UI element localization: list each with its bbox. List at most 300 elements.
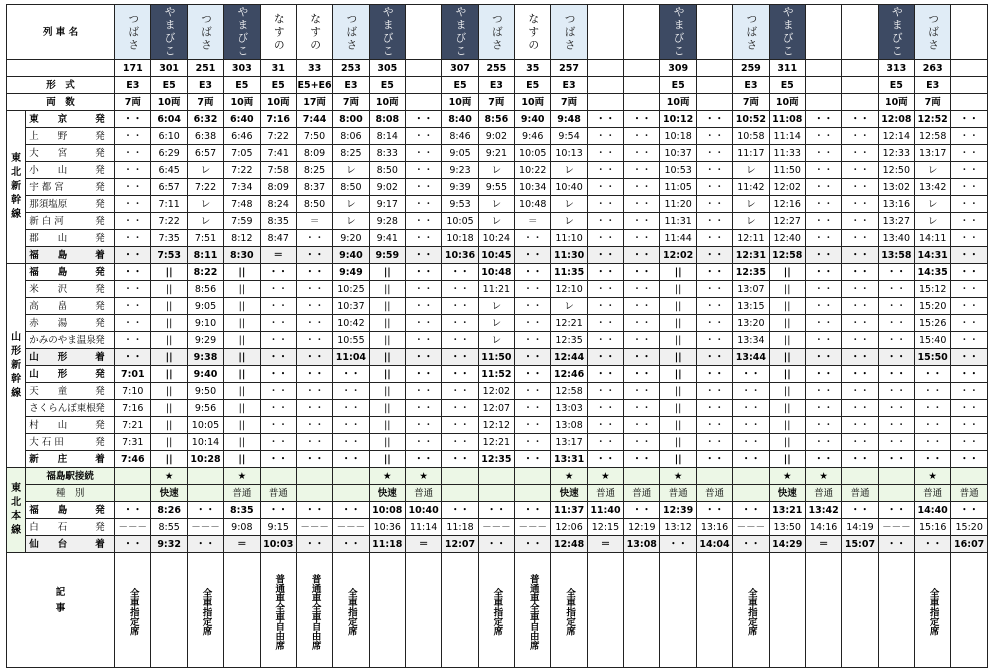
- station-name-text: 郡 山: [29, 232, 68, 244]
- time-cell: 10:40: [551, 179, 587, 196]
- time-cell: 12:52: [915, 111, 951, 128]
- time-cell: レ: [333, 162, 369, 179]
- train-number-0: 171: [115, 60, 151, 77]
- service-kind-14: 普通: [624, 485, 660, 502]
- train-type-8: [405, 77, 441, 94]
- time-cell: ＝: [805, 536, 841, 553]
- time-cell: ・・: [842, 179, 878, 196]
- time-cell: ・・: [587, 366, 623, 383]
- time-cell: ・・: [405, 451, 441, 468]
- time-cell: ・・: [260, 366, 296, 383]
- train-name-text: なすの: [272, 12, 286, 52]
- time-cell: ・・: [115, 349, 151, 366]
- train-name-label: 列 車 名: [7, 5, 115, 60]
- star-mark-7: ★: [369, 468, 405, 485]
- time-cell: ・・: [878, 349, 914, 366]
- time-cell: ・・: [624, 332, 660, 349]
- time-cell: 12:35: [733, 264, 769, 281]
- train-name-7: [369, 5, 405, 60]
- train-number-5: 33: [296, 60, 332, 77]
- station-name: [26, 434, 115, 451]
- time-cell: －－－: [296, 519, 332, 536]
- time-cell: 8:00: [333, 111, 369, 128]
- star-mark-17: [733, 468, 769, 485]
- time-cell: 11:18: [369, 536, 405, 553]
- fukushima-connection-label: 福島駅接続: [26, 468, 115, 485]
- station-name-text: 新 庄: [29, 453, 68, 465]
- time-cell: 9:41: [369, 230, 405, 247]
- time-cell: ・・: [878, 400, 914, 417]
- time-cell: ・・: [624, 315, 660, 332]
- time-cell: ・・: [442, 264, 478, 281]
- time-cell: ・・: [842, 213, 878, 230]
- time-cell: レ: [333, 213, 369, 230]
- time-cell: ||: [769, 400, 805, 417]
- time-cell: 11:14: [405, 519, 441, 536]
- time-cell: レ: [915, 196, 951, 213]
- time-cell: ||: [369, 349, 405, 366]
- train-cars-6: 7両: [333, 94, 369, 111]
- time-cell: ||: [769, 281, 805, 298]
- time-cell: 14:19: [842, 519, 878, 536]
- time-cell: 15:50: [915, 349, 951, 366]
- time-cell: 6:46: [224, 128, 260, 145]
- time-cell: ・・: [515, 383, 551, 400]
- time-cell: ・・: [624, 298, 660, 315]
- time-cell: 10:36: [442, 247, 478, 264]
- time-cell: 12:50: [878, 162, 914, 179]
- time-cell: ・・: [878, 315, 914, 332]
- time-cell: ・・: [442, 383, 478, 400]
- time-cell: ・・: [951, 298, 988, 315]
- note-cell-1: [151, 553, 187, 668]
- service-kind-4: 普通: [260, 485, 296, 502]
- time-cell: 9:40: [187, 366, 223, 383]
- time-cell: ・・: [515, 264, 551, 281]
- time-cell: ・・: [296, 383, 332, 400]
- train-type-11: E5: [515, 77, 551, 94]
- time-cell: ||: [769, 315, 805, 332]
- train-type-0: E3: [115, 77, 151, 94]
- train-name-4: [260, 5, 296, 60]
- station-name: [26, 519, 115, 536]
- time-cell: ||: [224, 451, 260, 468]
- time-cell: ||: [660, 417, 696, 434]
- time-cell: ・・: [333, 417, 369, 434]
- train-type-10: E3: [478, 77, 514, 94]
- time-cell: ・・: [878, 298, 914, 315]
- time-cell: ・・: [115, 179, 151, 196]
- star-mark-8: ★: [405, 468, 441, 485]
- time-cell: ・・: [442, 417, 478, 434]
- train-number-22: 263: [915, 60, 951, 77]
- train-name-16: [696, 5, 732, 60]
- time-cell: ・・: [842, 315, 878, 332]
- time-cell: レ: [551, 213, 587, 230]
- time-cell: 10:18: [660, 128, 696, 145]
- time-cell: 12:40: [769, 230, 805, 247]
- train-name-text: つばさ: [199, 12, 213, 52]
- star-mark-5: [296, 468, 332, 485]
- time-cell: 6:10: [151, 128, 187, 145]
- star-mark-12: ★: [551, 468, 587, 485]
- time-cell: ||: [369, 417, 405, 434]
- train-number-20: [842, 60, 878, 77]
- train-cars-19: [805, 94, 841, 111]
- time-cell: ・・: [515, 247, 551, 264]
- note-cell-19: [805, 553, 841, 668]
- station-name-text: 高 畠: [29, 300, 68, 312]
- arrive-depart-mark: 発: [95, 198, 105, 210]
- time-cell: ・・: [115, 145, 151, 162]
- time-cell: 7:51: [187, 230, 223, 247]
- time-cell: 12:19: [624, 519, 660, 536]
- time-cell: ・・: [296, 536, 332, 553]
- time-cell: ・・: [260, 417, 296, 434]
- train-number-23: [951, 60, 988, 77]
- note-cell-18: [769, 553, 805, 668]
- station-name: [26, 264, 115, 281]
- time-cell: 12:46: [551, 366, 587, 383]
- time-cell: 7:59: [224, 213, 260, 230]
- time-cell: 7:01: [115, 366, 151, 383]
- station-name: [26, 315, 115, 332]
- time-cell: 9:38: [187, 349, 223, 366]
- time-cell: 8:47: [260, 230, 296, 247]
- section-label: 東北新幹線: [7, 111, 26, 264]
- time-cell: ・・: [515, 536, 551, 553]
- time-cell: レ: [478, 315, 514, 332]
- time-cell: ||: [151, 400, 187, 417]
- time-cell: ・・: [842, 502, 878, 519]
- time-cell: ・・: [442, 349, 478, 366]
- time-cell: 10:40: [405, 502, 441, 519]
- time-cell: 12:21: [551, 315, 587, 332]
- time-cell: 8:35: [260, 213, 296, 230]
- time-cell: レ: [733, 196, 769, 213]
- time-cell: 12:44: [551, 349, 587, 366]
- time-cell: 6:57: [187, 145, 223, 162]
- station-name: [26, 196, 115, 213]
- star-mark-11: [515, 468, 551, 485]
- time-cell: ・・: [115, 111, 151, 128]
- time-cell: 11:52: [478, 366, 514, 383]
- train-name-20: [842, 5, 878, 60]
- train-cars-8: [405, 94, 441, 111]
- time-cell: ||: [769, 298, 805, 315]
- time-cell: ・・: [515, 434, 551, 451]
- time-cell: ||: [660, 383, 696, 400]
- time-cell: ・・: [805, 400, 841, 417]
- train-name-text: つばさ: [490, 12, 504, 52]
- train-name-text: つばさ: [563, 12, 577, 52]
- time-cell: ||: [224, 298, 260, 315]
- time-cell: 9:17: [369, 196, 405, 213]
- station-name: [26, 349, 115, 366]
- time-cell: ・・: [187, 502, 223, 519]
- time-cell: 12:27: [769, 213, 805, 230]
- time-cell: 12:35: [551, 332, 587, 349]
- note-cell-11: [515, 553, 551, 668]
- time-cell: ・・: [951, 145, 988, 162]
- time-cell: ・・: [951, 349, 988, 366]
- time-cell: ＝: [515, 213, 551, 230]
- station-name: [26, 536, 115, 553]
- star-mark-15: ★: [660, 468, 696, 485]
- time-cell: ・・: [733, 383, 769, 400]
- time-cell: レ: [915, 162, 951, 179]
- time-cell: ・・: [842, 349, 878, 366]
- station-name-text: 小 山: [29, 164, 68, 176]
- time-cell: ・・: [587, 451, 623, 468]
- star-mark-16: [696, 468, 732, 485]
- station-name: [26, 162, 115, 179]
- time-cell: ・・: [624, 366, 660, 383]
- station-name: [26, 383, 115, 400]
- note-text: 普通車全車自由席: [273, 574, 285, 650]
- time-cell: 7:35: [151, 230, 187, 247]
- time-cell: 12:12: [478, 417, 514, 434]
- time-cell: ・・: [260, 281, 296, 298]
- time-cell: ・・: [260, 332, 296, 349]
- train-cars-22: 7両: [915, 94, 951, 111]
- time-cell: ・・: [515, 298, 551, 315]
- station-name-text: 山 形: [29, 351, 68, 363]
- time-cell: ・・: [951, 247, 988, 264]
- time-cell: ・・: [878, 281, 914, 298]
- train-number-14: [624, 60, 660, 77]
- time-cell: 12:11: [733, 230, 769, 247]
- time-cell: ・・: [951, 230, 988, 247]
- time-cell: ・・: [587, 281, 623, 298]
- time-cell: ・・: [405, 213, 441, 230]
- arrive-depart-mark: 発: [95, 521, 105, 533]
- time-cell: 6:45: [151, 162, 187, 179]
- note-cell-15: [660, 553, 696, 668]
- type-kind-label: 種 別: [26, 485, 115, 502]
- time-cell: ・・: [515, 451, 551, 468]
- star-mark-9: [442, 468, 478, 485]
- note-text: 普通車全車自由席: [309, 574, 321, 650]
- time-cell: ・・: [115, 298, 151, 315]
- time-cell: ・・: [515, 332, 551, 349]
- star-mark-10: [478, 468, 514, 485]
- time-cell: 9:39: [442, 179, 478, 196]
- time-cell: 12:39: [660, 502, 696, 519]
- time-cell: ・・: [442, 366, 478, 383]
- time-cell: ・・: [587, 230, 623, 247]
- time-cell: ・・: [624, 213, 660, 230]
- station-name: [26, 128, 115, 145]
- note-text: 普通車全車自由席: [527, 574, 539, 650]
- time-cell: ・・: [405, 111, 441, 128]
- time-cell: ・・: [951, 400, 988, 417]
- time-cell: ・・: [405, 264, 441, 281]
- time-cell: ・・: [587, 179, 623, 196]
- time-cell: ＝: [260, 247, 296, 264]
- time-cell: ・・: [696, 434, 732, 451]
- time-cell: ||: [224, 349, 260, 366]
- train-type-22: E3: [915, 77, 951, 94]
- time-cell: ||: [224, 315, 260, 332]
- time-cell: ・・: [624, 400, 660, 417]
- time-cell: 11:05: [660, 179, 696, 196]
- time-cell: ・・: [842, 247, 878, 264]
- service-kind-2: [187, 485, 223, 502]
- service-kind-21: [878, 485, 914, 502]
- star-mark-19: ★: [805, 468, 841, 485]
- time-cell: 10:05: [187, 417, 223, 434]
- time-cell: ・・: [624, 417, 660, 434]
- note-cell-2: [187, 553, 223, 668]
- star-mark-3: ★: [224, 468, 260, 485]
- time-cell: 13:08: [624, 536, 660, 553]
- arrive-depart-mark: 発: [95, 385, 105, 397]
- train-cars-18: 10両: [769, 94, 805, 111]
- star-mark-2: [187, 468, 223, 485]
- time-cell: ||: [769, 417, 805, 434]
- train-cars-9: 10両: [442, 94, 478, 111]
- time-cell: 7:44: [296, 111, 332, 128]
- time-cell: ・・: [805, 366, 841, 383]
- station-name: [26, 111, 115, 128]
- time-cell: ・・: [405, 281, 441, 298]
- time-cell: 13:40: [878, 230, 914, 247]
- time-cell: ・・: [951, 366, 988, 383]
- time-cell: ・・: [624, 451, 660, 468]
- note-cell-20: [842, 553, 878, 668]
- service-kind-10: [478, 485, 514, 502]
- time-cell: ・・: [405, 400, 441, 417]
- time-cell: ・・: [515, 417, 551, 434]
- time-cell: 13:42: [805, 502, 841, 519]
- time-cell: 11:42: [733, 179, 769, 196]
- train-name-text: つばさ: [926, 12, 940, 52]
- time-cell: 13:58: [878, 247, 914, 264]
- time-cell: 12:16: [769, 196, 805, 213]
- arrive-depart-mark: 発: [95, 402, 105, 414]
- time-cell: 6:29: [151, 145, 187, 162]
- time-cell: ・・: [296, 349, 332, 366]
- train-cars-20: [842, 94, 878, 111]
- time-cell: 8:14: [369, 128, 405, 145]
- note-cell-8: [405, 553, 441, 668]
- time-cell: ||: [224, 264, 260, 281]
- time-cell: 13:15: [733, 298, 769, 315]
- time-cell: 9:56: [187, 400, 223, 417]
- time-cell: レ: [915, 213, 951, 230]
- time-cell: ・・: [805, 417, 841, 434]
- time-cell: 12:07: [442, 536, 478, 553]
- time-cell: ・・: [842, 366, 878, 383]
- time-cell: 7:48: [224, 196, 260, 213]
- time-cell: ・・: [260, 451, 296, 468]
- time-cell: ・・: [296, 417, 332, 434]
- time-cell: 9:46: [515, 128, 551, 145]
- star-mark-21: [878, 468, 914, 485]
- time-cell: 9:05: [187, 298, 223, 315]
- train-type-23: [951, 77, 988, 94]
- station-name: [26, 332, 115, 349]
- time-cell: ・・: [115, 230, 151, 247]
- arrive-depart-mark: 着: [95, 538, 105, 550]
- time-cell: ・・: [842, 383, 878, 400]
- train-number-19: [805, 60, 841, 77]
- time-cell: ・・: [296, 502, 332, 519]
- time-cell: レ: [333, 196, 369, 213]
- notes-label-2: 事: [55, 603, 66, 614]
- time-cell: 7:41: [260, 145, 296, 162]
- time-cell: ||: [769, 264, 805, 281]
- time-cell: レ: [478, 213, 514, 230]
- time-cell: ・・: [696, 213, 732, 230]
- train-name-9: [442, 5, 478, 60]
- station-name: [26, 145, 115, 162]
- time-cell: ・・: [405, 128, 441, 145]
- train-cars-23: [951, 94, 988, 111]
- time-cell: 11:44: [660, 230, 696, 247]
- train-number-4: 31: [260, 60, 296, 77]
- time-cell: ・・: [842, 434, 878, 451]
- time-cell: 13:27: [878, 213, 914, 230]
- time-cell: 11:21: [478, 281, 514, 298]
- time-cell: ・・: [951, 383, 988, 400]
- time-cell: 15:26: [915, 315, 951, 332]
- time-cell: 8:25: [296, 162, 332, 179]
- time-cell: ・・: [405, 417, 441, 434]
- time-cell: ・・: [951, 111, 988, 128]
- time-cell: 9:10: [187, 315, 223, 332]
- time-cell: 12:58: [769, 247, 805, 264]
- time-cell: ・・: [333, 383, 369, 400]
- time-cell: ||: [151, 383, 187, 400]
- train-cars-3: 10両: [224, 94, 260, 111]
- train-name-5: [296, 5, 332, 60]
- time-cell: 7:22: [151, 213, 187, 230]
- time-cell: ・・: [260, 315, 296, 332]
- service-kind-20: 普通: [842, 485, 878, 502]
- train-number-8: [405, 60, 441, 77]
- time-cell: ・・: [733, 417, 769, 434]
- time-cell: ・・: [115, 332, 151, 349]
- station-name-text: 天 童: [29, 385, 68, 397]
- time-cell: 6:38: [187, 128, 223, 145]
- note-cell-13: [587, 553, 623, 668]
- time-cell: 10:22: [515, 162, 551, 179]
- time-cell: ・・: [660, 536, 696, 553]
- time-cell: ＝: [224, 536, 260, 553]
- time-cell: ・・: [951, 162, 988, 179]
- station-name-text: 赤 湯: [29, 317, 68, 329]
- time-cell: ・・: [915, 417, 951, 434]
- train-name-text: なすの: [526, 12, 540, 52]
- time-cell: 12:15: [587, 519, 623, 536]
- time-cell: 9:15: [260, 519, 296, 536]
- station-name: [26, 400, 115, 417]
- train-name-21: [878, 5, 914, 60]
- train-cars-15: 10両: [660, 94, 696, 111]
- time-cell: 10:55: [333, 332, 369, 349]
- time-cell: ・・: [878, 417, 914, 434]
- time-cell: 12:21: [478, 434, 514, 451]
- time-cell: 13:03: [551, 400, 587, 417]
- train-number-18: 311: [769, 60, 805, 77]
- time-cell: ・・: [696, 298, 732, 315]
- time-cell: ・・: [333, 400, 369, 417]
- time-cell: 10:25: [333, 281, 369, 298]
- train-name-text: やまびこ: [672, 6, 686, 58]
- time-cell: 8:50: [333, 179, 369, 196]
